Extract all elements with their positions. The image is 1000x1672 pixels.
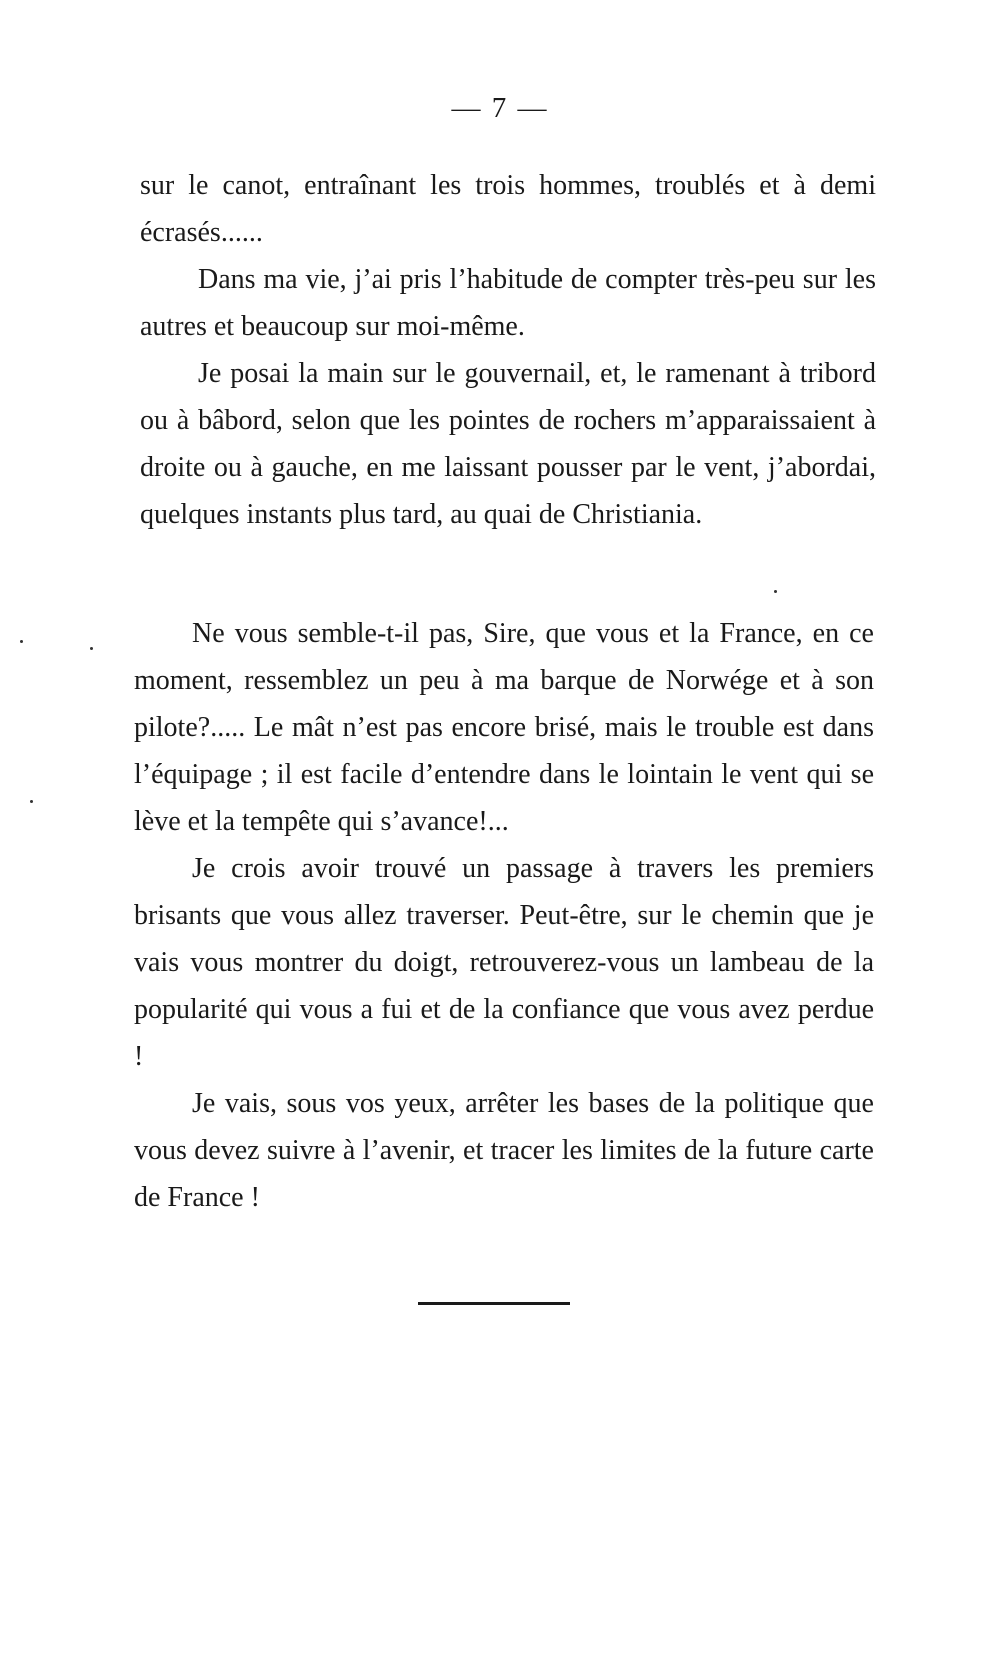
- paragraph: Je vais, sous vos yeux, arrêter les bases de la politique que vous devez suivre à l’avenir, et tracer les limites de la future carte de France !: [134, 1088, 874, 1213]
- print-speck: [20, 640, 23, 643]
- print-speck: [30, 800, 33, 803]
- page-number: — 7 —: [451, 92, 549, 124]
- text-section-two: [134, 610, 874, 1221]
- paragraph: Je crois avoir trouvé un passage à travers les premiers brisants que vous allez traverser. Peut-être, sur le chemin que je vais vous montrer du doigt, retrouverez-vous un lambeau de la popularité qui vous a fui et de la confiance que vous avez perdue !: [134, 853, 874, 1072]
- print-speck: [90, 647, 93, 650]
- paragraph: Je posai la main sur le gouvernail, et, le ramenant à tribord ou à bâbord, selon que les pointes de rochers m’apparaissaient à droite ou à gauche, en me laissant pousser par le vent, j’abordai, quelques instants plus tard, au quai de Christiania.: [140, 358, 876, 530]
- paragraph-continuation: sur le canot, entraînant les trois hommes, troublés et à demi écrasés......: [140, 170, 876, 248]
- paragraph: Dans ma vie, j’ai pris l’habitude de compter très-peu sur les autres et beaucoup sur moi-même.: [140, 264, 876, 342]
- print-speck: [774, 590, 777, 593]
- text-section-one: [140, 162, 876, 538]
- paragraph: Ne vous semble-t-il pas, Sire, que vous et la France, en ce moment, ressemblez un peu à ma barque de Norwége et à son pilote?..... Le mât n’est pas encore brisé, mais le trouble est dans l’équipage ; il est facile d’entendre dans le lointain le vent qui se lève et la tempête qui s’avance!...: [134, 618, 874, 837]
- end-rule: [418, 1302, 570, 1305]
